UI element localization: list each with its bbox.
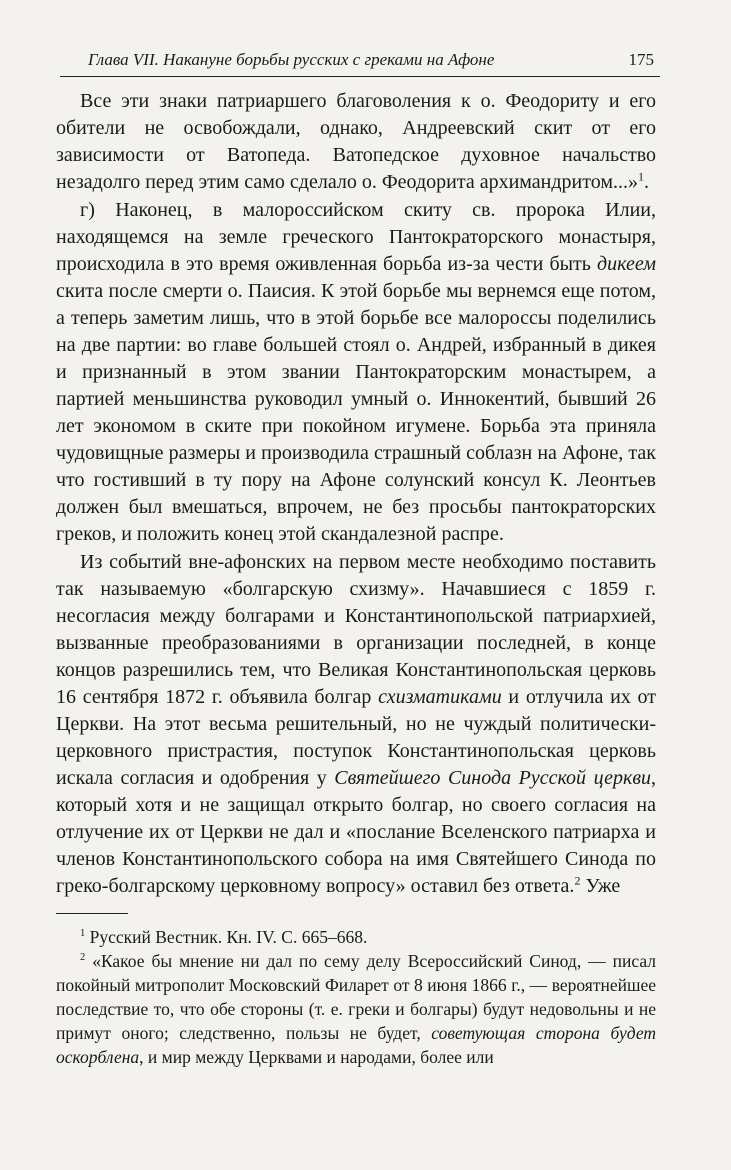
main-text bbox=[56, 88, 656, 900]
text-run: Русский Вестник. Кн. IV. С. 665–668. bbox=[85, 927, 368, 947]
text-run: скита после смерти о. Паисия. К этой борьбе мы вернемся еще потом, а теперь заметим лишь, что в этой борьбе все малороссы поделились на две партии: во главе большей стоял о. Андрей, избранный в дикея и признанный в этом звании Пантократорским монастырем, а партией меньшинства руководил умный о. Иннокентий, бывший 26 лет экономом в ските при покойном игумене. Борьба эта приняла чудовищные размеры и производила страшный соблазн на Афоне, так что гостивший в ту пору на Афоне солунский консул К. Леонтьев должен был вмешаться, впрочем, не без просьбы пантократорских греков, и положить конец этой скандалезной распре. bbox=[56, 280, 656, 545]
footnote bbox=[56, 949, 656, 1069]
footnotes bbox=[56, 925, 656, 1069]
paragraph bbox=[56, 88, 656, 196]
emphasis: дикеем bbox=[597, 253, 656, 275]
text-run: Из событий вне-афонских на первом месте необходимо поставить так называемую «болгарскую схизму». Начавшиеся с 1859 г. несогласия между болгарами и Константинопольской патриархией, вызванные преобразованиями в организации последней, в конце концов разрешились тем, что Великая Константинопольская церковь 16 сентября 1872 г. объявила болгар bbox=[56, 551, 656, 708]
text-run: и отлучила их от Церкви. На этот весьма решительный, но не чуждый политически-церковного пристрастия, поступок Константинопольская церковь искала согласия и одобрения у bbox=[56, 686, 656, 789]
text-run: . bbox=[644, 171, 650, 193]
emphasis: советующая сторона будет оскорблена bbox=[56, 1023, 656, 1067]
text-run: , который хотя и не защищал открыто болгар, но своего согласия на отлучение их от Церкви не дал и «послание Вселенского патриарха и членов Константинопольского собора на имя Святейшего Синода по греко-болгарскому церковному вопросу» оставил без ответа. bbox=[56, 767, 656, 897]
paragraph bbox=[56, 549, 656, 900]
note-marker: 2 bbox=[574, 873, 581, 888]
note-marker: 2 bbox=[80, 952, 86, 964]
footnote-divider bbox=[56, 913, 128, 914]
text-run: , и мир между Церквами и народами, более или bbox=[139, 1047, 494, 1067]
footnote bbox=[56, 925, 656, 949]
note-marker: 1 bbox=[80, 928, 86, 940]
text-run: Уже bbox=[580, 875, 621, 897]
paragraph bbox=[56, 197, 656, 548]
note-marker: 1 bbox=[638, 169, 645, 184]
running-header bbox=[60, 46, 660, 77]
text-run: Все эти знаки патриаршего благоволения к о. Феодориту и его обители не освобождали, однако, Андреевский скит от его зависимости от Ватопеда. Ватопедское духовное начальство незадолго перед этим само сделало о. Феодорита архимандритом...» bbox=[56, 90, 656, 193]
page-number: 175 bbox=[628, 50, 654, 69]
text-run: г) Наконец, в малороссийском скиту св. пророка Илии, находящемся на земле греческого Пантократорского монастыря, происходила в это время оживленная борьба из-за чести быть bbox=[56, 199, 656, 275]
emphasis: Святейшего Синода Русской церкви bbox=[334, 767, 651, 789]
text-run: «Какое бы мнение ни дал по сему делу Всероссийский Синод, — писал покойный митрополит Московский Филарет от 8 июня 1866 г., — вероятнейшее последствие то, что обе стороны (т. е. греки и болгары) будут недовольны и не примут оного; следственно, пользы не будет, bbox=[56, 951, 656, 1043]
emphasis: схизматиками bbox=[378, 686, 502, 708]
chapter-title: Глава VII. Накануне борьбы русских с греками на Афоне bbox=[88, 50, 495, 69]
